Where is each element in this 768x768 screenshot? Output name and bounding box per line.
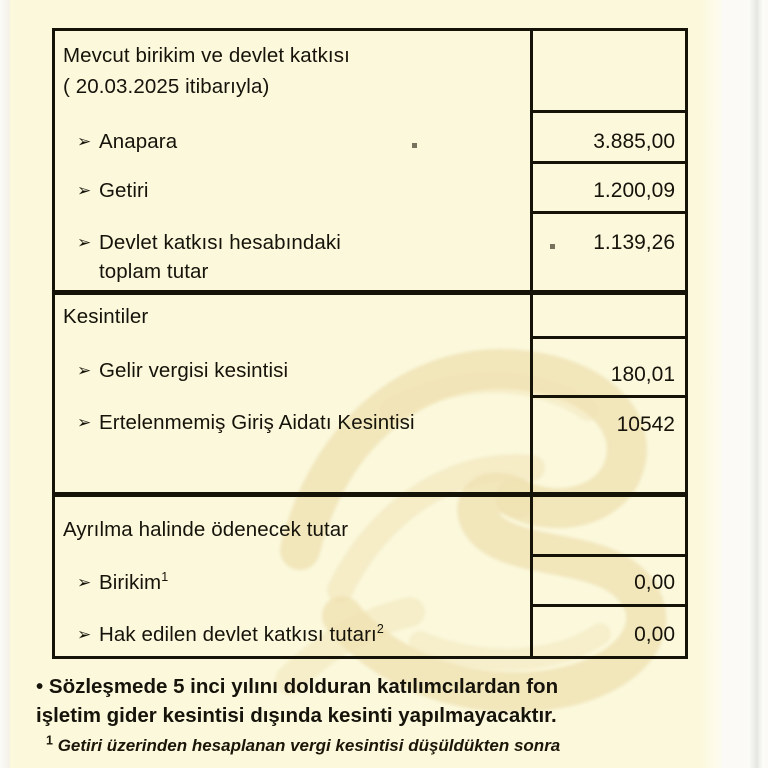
footnote-1-marker: 1 xyxy=(46,733,53,748)
row-value-hak-edilen-devlet-katkisi: 0,00 xyxy=(634,623,675,646)
row-value-devlet-katkisi-hesabi: 1.139,26 xyxy=(593,231,675,254)
row-label-hak-edilen-devlet-katkisi-text: Hak edilen devlet katkısı tutarı xyxy=(99,623,377,646)
page-right-edge-strip xyxy=(748,0,764,768)
row-label-birikim-text: Birikim xyxy=(99,571,162,594)
section-header-mevcut-birikim-line1: Mevcut birikim ve devlet katkısı xyxy=(63,44,350,67)
rule-getiri-bottom xyxy=(530,211,688,214)
row-value-ertelenmemis-giris-aidati: 10542 xyxy=(616,413,675,436)
footer-note-main-line2: işletim gider kesintisi dışında kesinti yapılmayacaktır. xyxy=(36,704,557,727)
bullet-arrow-icon: ➢ xyxy=(77,132,92,151)
rule-ayrilma-header-bottom xyxy=(530,554,688,557)
row-value-birikim: 0,00 xyxy=(634,571,675,594)
row-label-gelir-vergisi-kesintisi-text: Gelir vergisi kesintisi xyxy=(99,359,289,382)
row-label-anapara-text: Anapara xyxy=(99,130,178,153)
row-value-anapara: 3.885,00 xyxy=(593,130,675,153)
bullet-arrow-icon: ➢ xyxy=(77,233,92,252)
row-label-birikim xyxy=(77,570,168,597)
bullet-arrow-icon: ➢ xyxy=(77,181,92,200)
section-header-kesintiler: Kesintiler xyxy=(63,305,149,328)
rule-anapara-bottom xyxy=(530,161,688,164)
row-label-ertelenmemis-giris-aidati-text: Ertelenmemiş Giriş Aidatı Kesintisi xyxy=(99,411,415,434)
rule-gelir-vergisi-bottom xyxy=(530,395,688,398)
row-label-devlet-katkisi-hesabi-text: Devlet katkısı hesabındaki xyxy=(99,231,341,254)
footer-note-main-line1: Sözleşmede 5 inci yılını dolduran katılımcılardan fon xyxy=(48,675,559,698)
row-label-hak-edilen-devlet-katkisi xyxy=(77,622,384,649)
row-label-devlet-katkisi-hesabi-line2: toplam tutar xyxy=(99,260,209,283)
bullet-arrow-icon: ➢ xyxy=(77,361,92,380)
table-column-divider xyxy=(530,31,533,656)
row-label-devlet-katkisi-hesabi xyxy=(77,230,341,257)
scan-speck-artifact xyxy=(550,244,555,249)
footnote-1 xyxy=(46,735,666,757)
section-divider-1 xyxy=(55,290,688,295)
section-divider-2 xyxy=(55,492,688,497)
row-label-ertelenmemis-giris-aidati xyxy=(77,410,415,437)
footer-note-bullet-icon: • xyxy=(36,675,44,698)
row-label-hak-edilen-devlet-katkisi-superscript: 2 xyxy=(376,622,384,637)
bullet-arrow-icon: ➢ xyxy=(77,413,92,432)
section-header-mevcut-birikim-line2: ( 20.03.2025 itibarıyla) xyxy=(63,75,270,98)
row-label-getiri-text: Getiri xyxy=(99,179,149,202)
row-label-birikim-superscript: 1 xyxy=(161,570,169,585)
bullet-arrow-icon: ➢ xyxy=(77,625,92,644)
rule-header-value-bottom xyxy=(530,110,688,113)
benefit-summary-table xyxy=(52,28,688,659)
footnote-1-text: Getiri üzerinden hesaplanan vergi kesintisi düşüldükten sonra xyxy=(57,736,561,755)
rule-birikim-bottom xyxy=(530,604,688,607)
row-value-getiri: 1.200,09 xyxy=(593,179,675,202)
scan-speck-artifact xyxy=(412,143,417,148)
row-value-gelir-vergisi-kesintisi: 180,01 xyxy=(610,363,675,386)
page-left-edge-strip xyxy=(0,0,10,768)
rule-kesintiler-header-bottom xyxy=(530,336,688,339)
row-label-getiri xyxy=(77,178,149,205)
section-header-ayrilma-halinde: Ayrılma halinde ödenecek tutar xyxy=(63,518,349,541)
bullet-arrow-icon: ➢ xyxy=(77,573,92,592)
row-label-anapara xyxy=(77,129,177,156)
row-label-gelir-vergisi-kesintisi xyxy=(77,358,288,385)
footer-note-main xyxy=(36,672,636,730)
